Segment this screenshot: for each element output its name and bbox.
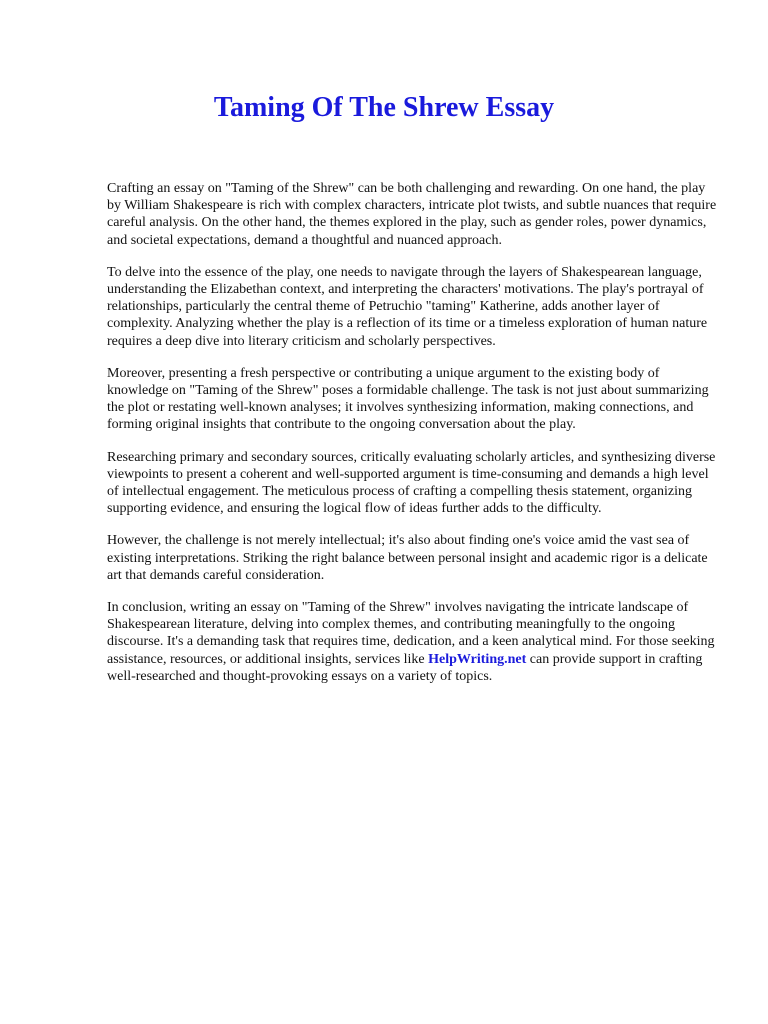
paragraph-challenge: However, the challenge is not merely intellectual; it's also about finding one's voice amid the vast sea of existing interpretations. Striking the right balance between personal insight and academic rigor is a delicate art that demands careful consideration. <box>107 533 708 583</box>
paragraph-research: Researching primary and secondary sources, critically evaluating scholarly articles, and synthesizing diverse viewpoints to present a coherent and well-supported argument is time-consuming and demands a high level of intellectual engagement. The meticulous process of crafting a compelling thesis statement, organizing supporting evidence, and ensuring the logical flow of ideas further adds to the difficulty. <box>107 449 716 517</box>
paragraph-intro: Crafting an essay on "Taming of the Shrew" can be both challenging and rewarding. On one hand, the play by William Shakespeare is rich with complex characters, intricate plot twists, and subtle nuances that require careful analysis. On the other hand, the themes explored in the play, such as gender roles, power dynamics, and societal expectations, demand a thoughtful and nuanced approach. <box>107 181 717 248</box>
conclusion-text-after-link: can provide support in crafting well-researched and thought-provoking essays on a variety of topics. <box>107 651 703 684</box>
essay-body <box>107 180 719 700</box>
helpwriting-link[interactable]: HelpWriting.net <box>428 651 527 667</box>
paragraph-conclusion <box>107 599 719 685</box>
essay-title: Taming Of The Shrew Essay <box>213 92 555 123</box>
paragraph-essence: To delve into the essence of the play, one needs to navigate through the layers of Shakespearean language, understanding the Elizabethan context, and interpreting the characters' motivations. The play's portrayal of relationships, particularly the central theme of Petruchio "taming" Katherine, adds another layer of complexity. Analyzing whether the play is a reflection of its time or a timeless exploration of human nature requires a deep dive into literary criticism and scholarly perspectives. <box>107 264 708 349</box>
paragraph-perspective: Moreover, presenting a fresh perspective or contributing a unique argument to the existing body of knowledge on "Taming of the Shrew" poses a formidable challenge. The task is not just about summarizing the plot or restating well-known analyses; it involves synthesizing information, making connections, and forming original insights that contribute to the ongoing conversation about the play. <box>107 365 709 433</box>
conclusion-text-before-link: In conclusion, writing an essay on "Taming of the Shrew" involves navigating the intricate landscape of Shakespearean literature, delving into complex themes, and contributing meaningfully to the ongoing discourse. It's a demanding task that requires time, dedication, and a keen analytical mind. For those seeking assistance, resources, or additional insights, services like <box>107 600 715 667</box>
